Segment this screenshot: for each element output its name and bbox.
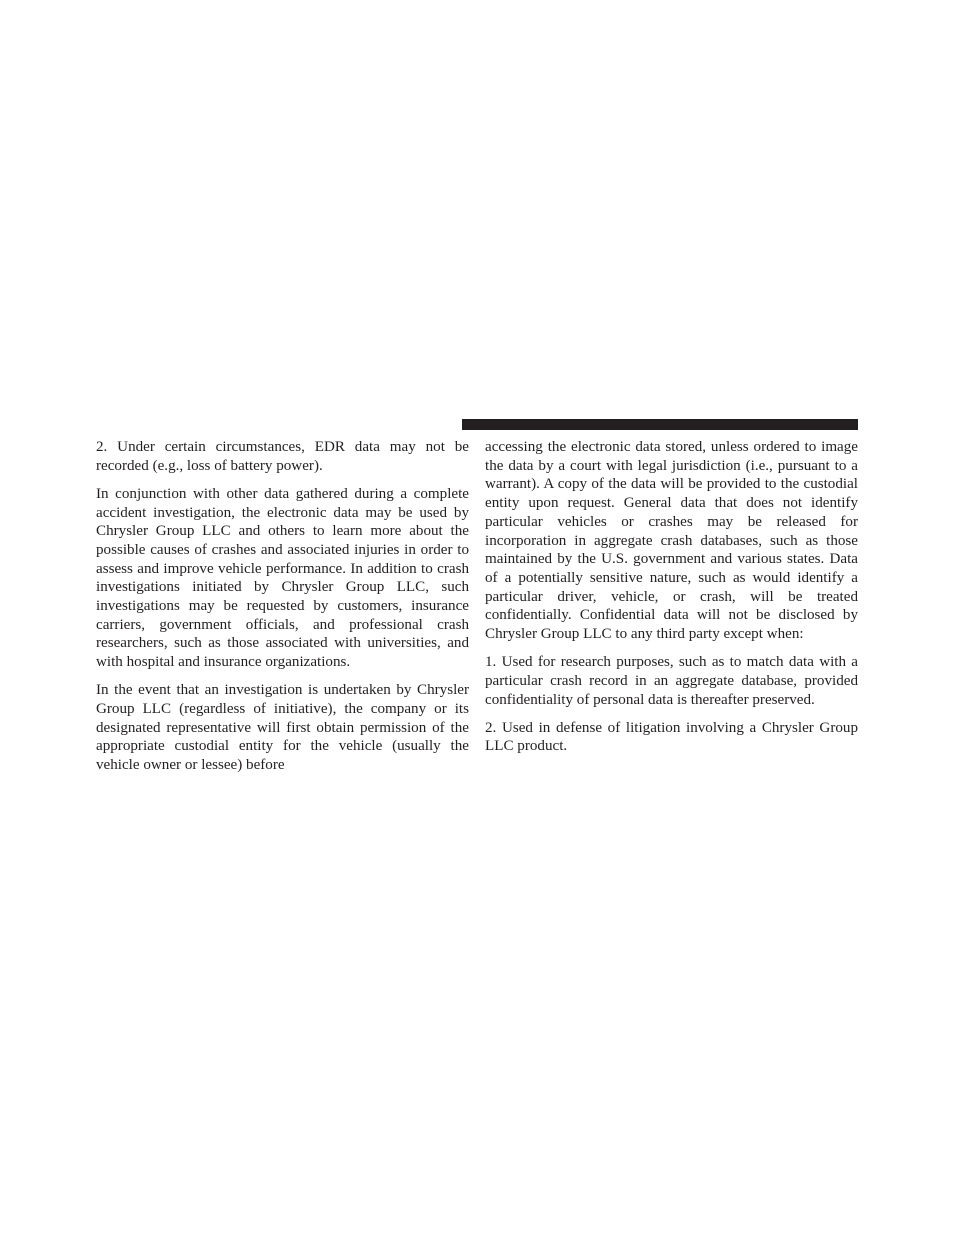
paragraph: accessing the electronic data stored, unless ordered to image the data by a court with legal jurisdiction (i.e., pursuant to a warrant). A copy of the data will be provided to the custodial entity upon request. General data that does not identify particular vehicles or crashes may be released for incorporation in aggregate crash databases, such as those maintained by the U.S. government and various states. Data of a potentially sensitive nature, such as would identify a particular driver, vehicle, or crash, will be treated confidentially. Confidential data will not be disclosed by Chrysler Group LLC to any third party except when: (485, 439, 858, 643)
paragraph: 1. Used for research purposes, such as to match data with a particular crash record in an aggregate database, provided confidentiality of personal data is thereafter preserved. (485, 654, 858, 708)
paragraph: In the event that an investigation is undertaken by Chrysler Group LLC (regardless of initiative), the company or its designated representative will first obtain permission of the appropriate custodial entity for the vehicle (usually the vehicle owner or lessee) before (96, 682, 469, 774)
left-text-column (96, 438, 469, 784)
section-header-rule (462, 419, 858, 430)
right-text-column (485, 438, 858, 765)
paragraph: In conjunction with other data gathered during a complete accident investigation, the electronic data may be used by Chrysler Group LLC and others to learn more about the possible causes of crashes and associated injuries in order to assess and improve vehicle performance. In addition to crash investigations initiated by Chrysler Group LLC, such investigations may be requested by customers, insurance carriers, government officials, and professional crash researchers, such as those associated with universities, and with hospital and insurance organizations. (96, 485, 469, 671)
paragraph: 2. Used in defense of litigation involving a Chrysler Group LLC product. (485, 719, 858, 755)
paragraph: 2. Under certain circumstances, EDR data may not be recorded (e.g., loss of battery power). (96, 439, 469, 474)
